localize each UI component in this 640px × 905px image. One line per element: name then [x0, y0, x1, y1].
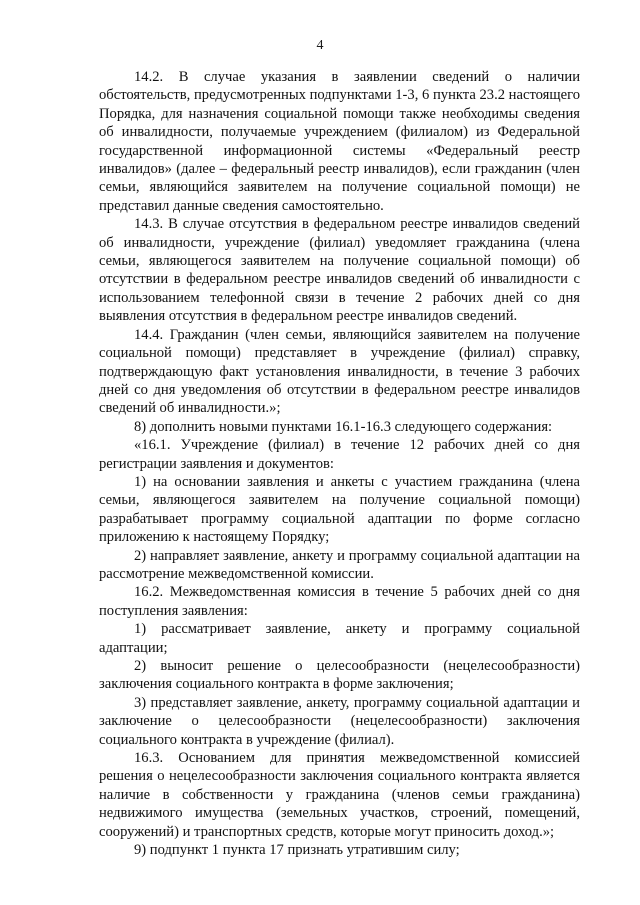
document-body — [99, 68, 580, 859]
paragraph-16-2: 16.2. Межведомственная комиссия в течение 5 рабочих дней со дня поступления заявления: — [99, 584, 580, 619]
paragraph-14-2: 14.2. В случае указания в заявлении сведений о наличии обстоятельств, предусмотренных подпунктами 1-3, 6 пункта 23.2 настоящего Порядка, для назначения социальной помощи также необходимы сведения об инвалидности, получаемые учреждением (филиалом) из Федеральной государственной информационной системы «Федеральный реестр инвалидов» (далее – федеральный реестр инвалидов), если гражданин (член семьи, являющийся заявителем на получение социальной помощи) не представил данные сведения самостоятельно. — [99, 69, 580, 214]
page-number: 4 — [316, 38, 324, 53]
paragraph-item-9: 9) подпункт 1 пункта 17 признать утратившим силу; — [134, 842, 460, 859]
paragraph-16-2-sub-1: 1) рассматривает заявление, анкету и программу социальной адаптации; — [99, 621, 580, 656]
paragraph-14-3: 14.3. В случае отсутствия в федеральном реестре инвалидов сведений об инвалидности, учреждение (филиал) уведомляет гражданина (члена семьи, являющегося заявителем на получение социальной помощи) об отсутствии в федеральном реестре инвалидов сведений об инвалидности с использованием телефонной связи в течение 2 рабочих дней со дня выявления отсутствия в федеральном реестре инвалидов сведений. — [99, 216, 580, 325]
paragraph-16-3: 16.3. Основанием для принятия межведомственной комиссией решения о нецелесообразности заключения социального контракта является наличие в собственности у гражданина (членов семьи гражданина) недвижимого имущества (земельных участков, строений, помещений, сооружений) и транспортных средств, которые могут приносить доход.»; — [99, 750, 580, 840]
paragraph-14-4: 14.4. Гражданин (член семьи, являющийся заявителем на получение социальной помощи) представляет в учреждение (филиал) справку, подтверждающую факт установления инвалидности, в течение 3 рабочих дней со дня уведомления об отсутствии в федеральном реестре инвалидов сведений об инвалидности.»; — [99, 326, 580, 417]
paragraph-16-2-sub-2: 2) выносит решение о целесообразности (нецелесообразности) заключения социального контракта в форме заключения; — [99, 658, 580, 693]
paragraph-16-1-sub-1: 1) на основании заявления и анкеты с участием гражданина (члена семьи, являющегося заявителем на получение социальной помощи) разрабатывает программу социальной адаптации по форме согласно приложению к настоящему Порядку; — [99, 473, 580, 546]
paragraph-16-1: «16.1. Учреждение (филиал) в течение 12 рабочих дней со дня регистрации заявления и документов: — [99, 437, 580, 472]
paragraph-16-2-sub-3: 3) представляет заявление, анкету, программу социальной адаптации и заключение о целесообразности (нецелесообразности) заключения социального контракта в учреждение (филиал). — [99, 694, 580, 748]
paragraph-16-1-sub-2: 2) направляет заявление, анкету и программу социальной адаптации на рассмотрение межведомственной комиссии. — [99, 547, 580, 582]
paragraph-item-8: 8) дополнить новыми пунктами 16.1-16.3 следующего содержания: — [134, 418, 553, 435]
